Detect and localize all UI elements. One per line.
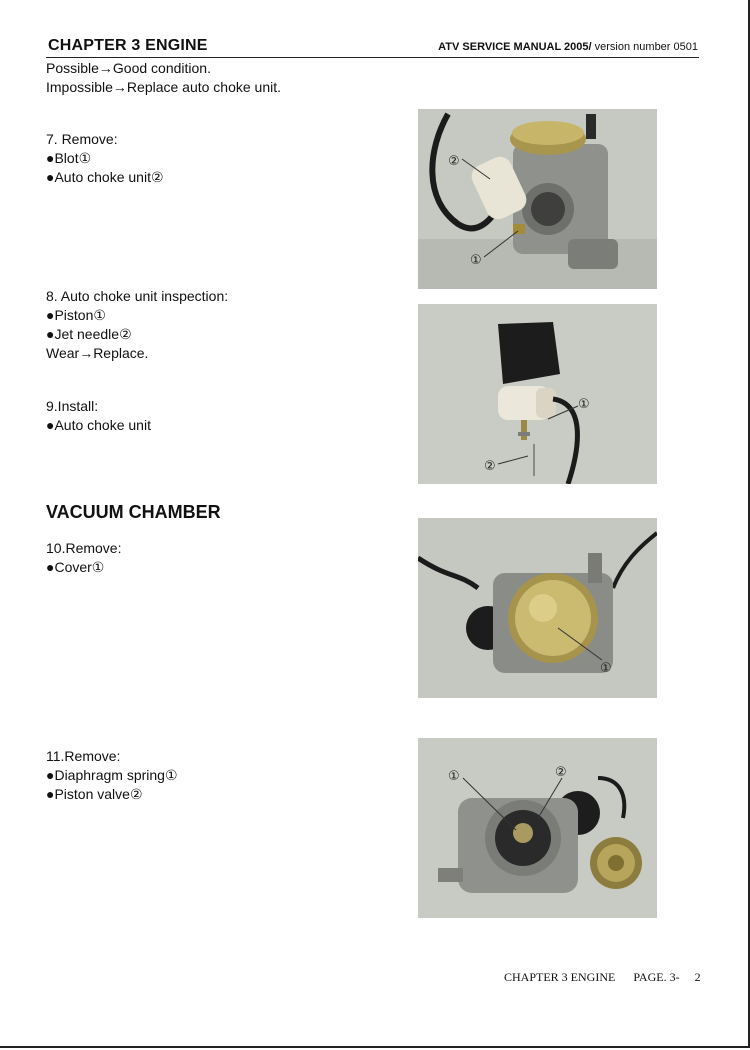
step-8-item-1: ●Piston① xyxy=(46,307,106,323)
step-7 xyxy=(46,130,164,187)
header-manual xyxy=(438,41,698,53)
callout-1: ① xyxy=(600,661,612,676)
step-8 xyxy=(46,287,228,363)
step-9-title: 9.Install: xyxy=(46,398,99,414)
step-11-title: 11.Remove: xyxy=(46,748,121,764)
page-footer xyxy=(504,970,701,985)
step-9 xyxy=(46,397,151,435)
callout-2: ② xyxy=(448,154,460,169)
photo-vacuum-cover xyxy=(418,518,657,698)
step-7-item-1: ●Blot① xyxy=(46,150,92,166)
step-11-item-2: ●Piston valve② xyxy=(46,786,143,802)
step-10 xyxy=(46,539,121,577)
callout-2: ② xyxy=(555,765,567,780)
carburetor-choke-image xyxy=(418,109,657,289)
step-10-item-1: ●Cover① xyxy=(46,559,105,575)
choke-parts-image xyxy=(418,304,657,484)
step-7-title: 7. Remove: xyxy=(46,131,118,147)
step-11-item-1: ●Diaphragm spring① xyxy=(46,767,178,783)
header-rule xyxy=(46,57,699,58)
step-8-note: Wear→Replace. xyxy=(46,345,149,361)
step-11 xyxy=(46,747,178,804)
footer-page-number: 2 xyxy=(694,970,701,984)
callout-1: ① xyxy=(448,769,460,784)
step-10-title: 10.Remove: xyxy=(46,540,122,556)
callout-1: ① xyxy=(578,397,590,412)
header-chapter: CHAPTER 3 ENGINE xyxy=(48,37,208,54)
vacuum-cover-image xyxy=(418,518,657,698)
footer-page-label: PAGE. 3- xyxy=(633,970,680,984)
section-title: VACUUM CHAMBER xyxy=(46,502,221,522)
step-9-item-1: ●Auto choke unit xyxy=(46,417,151,433)
callout-1: ① xyxy=(470,253,482,268)
diaphragm-image xyxy=(418,738,657,918)
header-manual-title: ATV SERVICE MANUAL 2005/ xyxy=(438,41,592,53)
step-8-item-2: ●Jet needle② xyxy=(46,326,132,342)
intro-text xyxy=(46,59,281,97)
photo-carburetor-choke xyxy=(418,109,657,289)
step-7-item-2: ●Auto choke unit② xyxy=(46,169,164,185)
intro-line-2: Impossible→Replace auto choke unit. xyxy=(46,79,282,95)
photo-choke-parts xyxy=(418,304,657,484)
intro-line-1: Possible→Good condition. xyxy=(46,60,211,76)
callout-2: ② xyxy=(484,459,496,474)
photo-diaphragm xyxy=(418,738,657,918)
step-8-title: 8. Auto choke unit inspection: xyxy=(46,288,229,304)
footer-chapter: CHAPTER 3 ENGINE xyxy=(504,970,616,984)
header-manual-version: version number 0501 xyxy=(591,41,698,53)
